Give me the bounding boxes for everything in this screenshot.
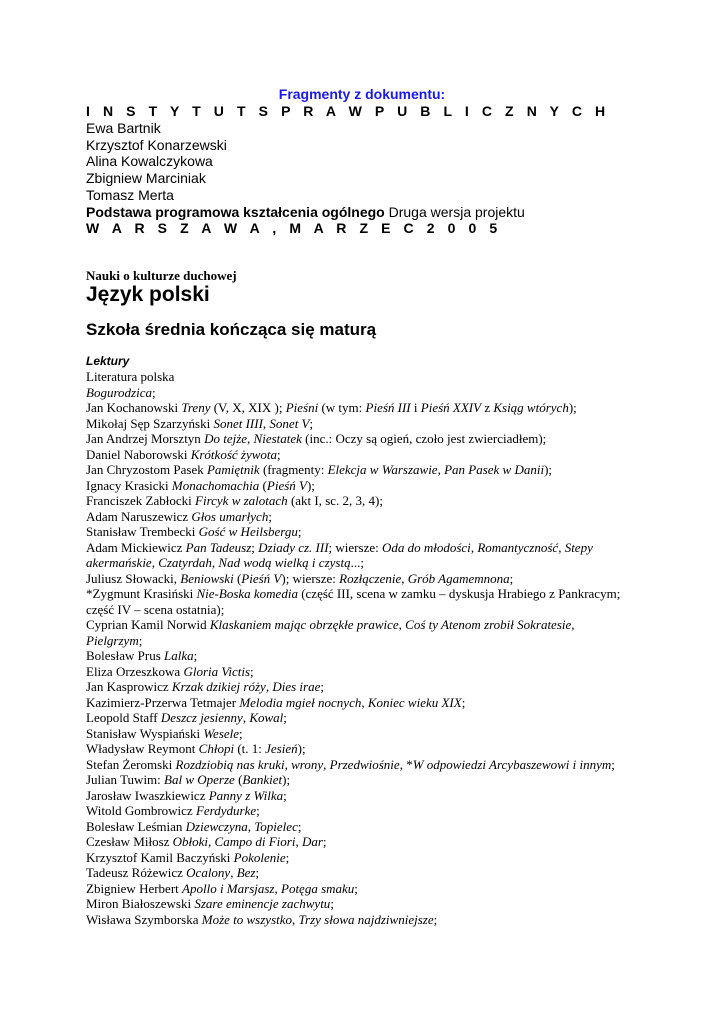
literature-label: Literatura polska	[86, 369, 175, 384]
reading-list-line: *Zygmunt Krasiński Nie-Boska komedia (część III, scena w zamku – dyskusja Hrabiego z Pankracym;	[86, 586, 621, 601]
document-title	[86, 204, 686, 221]
reading-list-line: Juliusz Słowacki, Beniowski (Pieśń V); wiersze: Rozłączenie, Grób Agamemnona;	[86, 570, 514, 586]
reading-list-line: Stefan Żeromski Rozdziobią nas kruki, wrony, Przedwiośnie, *W odpowiedzi Arcybaszewowi i innym;	[86, 756, 615, 772]
reading-list-line: Tadeusz Różewicz Ocalony, Bez;	[86, 865, 260, 880]
subject-title: Język polski	[86, 283, 210, 306]
reading-list-line: Jarosław Iwaszkiewicz Panny z Wilka;	[86, 787, 287, 803]
reading-list-line: Stanisław Wyspiański Wesele;	[86, 725, 243, 741]
document-title-bold: Podstawa programowa kształcenia ogólnego	[86, 204, 385, 220]
reading-list-line: Miron Białoszewski Szare eminencje zachwytu;	[86, 896, 334, 911]
reading-list-line: Jan Chryzostom Pasek Pamiętnik (fragmenty: Elekcja w Warszawie, Pan Pasek w Danii);	[86, 462, 553, 477]
reading-list-lines	[86, 385, 646, 928]
reading-list-line: Jan Kochanowski Treny (V, X, XIX ); Pieśni (w tym: Pieśń III i Pieśń XXIV z Ksiąg wtórych);	[86, 400, 577, 415]
reading-list-line: Bolesław Leśmian Dziewczyna, Topielec;	[86, 818, 302, 834]
reading-list-line: Czesław Miłosz Obłoki, Campo di Fiori, Dar;	[86, 834, 327, 849]
fragment-title: Fragmenty z dokumentu:	[278, 86, 446, 102]
subject-area: Nauki o kulturze duchowej	[86, 268, 237, 283]
author-name: Ewa Bartnik	[86, 120, 161, 136]
reading-list-line: Zbigniew Herbert Apollo i Marsjasz, Potęga smaku;	[86, 880, 358, 896]
reading-list-line: Witold Gombrowicz Ferdydurke;	[86, 803, 260, 818]
reading-list-line: część IV – scena ostatnia);	[86, 601, 225, 617]
reading-list-line: Bogurodzica;	[86, 384, 156, 400]
reading-list-line: Bolesław Prus Lalka;	[86, 648, 198, 663]
reading-list-line: Jan Kasprowicz Krzak dzikiej róży, Dies irae;	[86, 679, 324, 694]
reading-list-line: akermańskie, Czatyrdah, Nad wodą wielką i czystą...;	[86, 555, 364, 570]
reading-list-line: Krzysztof Kamil Baczyński Pokolenie;	[86, 849, 290, 865]
reading-list	[86, 369, 646, 927]
reading-list-line: Adam Mickiewicz Pan Tadeusz; Dziady cz. III; wiersze: Oda do młodości, Romantyczność, Stepy	[86, 539, 593, 555]
reading-list-line: Leopold Staff Deszcz jesienny, Kowal;	[86, 710, 287, 725]
author-name: Alina Kowalczykowa	[86, 153, 213, 169]
author-name: Krzysztof Konarzewski	[86, 137, 227, 153]
lektury-label: Lektury	[86, 354, 130, 368]
reading-list-line: Adam Naruszewicz Głos umarłych;	[86, 508, 272, 524]
reading-list-line: Cyprian Kamil Norwid Klaskaniem mając obrzękłe prawice, Coś ty Atenom zrobił Sokratesie,	[86, 617, 575, 632]
reading-list-line: Ignacy Krasicki Monachomachia (Pieśń V);	[86, 477, 315, 493]
reading-list-line: Wisława Szymborska Może to wszystko, Trzy słowa najdziwniejsze;	[86, 911, 438, 927]
reading-list-line: Daniel Naborowski Krótkość żywota;	[86, 446, 281, 462]
reading-list-line: Mikołaj Sęp Szarzyński Sonet IIII, Sonet V;	[86, 415, 314, 431]
reading-list-line: Pielgrzym;	[86, 632, 143, 648]
document-title-rest: Druga wersja projektu	[384, 204, 525, 220]
reading-list-line: Julian Tuwim: Bal w Operze (Bankiet);	[86, 772, 291, 787]
reading-list-line: Władysław Reymont Chłopi (t. 1: Jesień);	[86, 741, 306, 756]
reading-list-line: Franciszek Zabłocki Fircyk w zalotach (akt I, sc. 2, 3, 4);	[86, 493, 383, 508]
author-name: Tomasz Merta	[86, 187, 174, 203]
place-date: W A R S Z A W A , M A R Z E C 2 0 0 5	[86, 220, 502, 236]
reading-list-line: Stanisław Trembecki Gość w Heilsbergu;	[86, 524, 302, 539]
reading-list-line: Kazimierz-Przerwa Tetmajer Melodia mgieł nocnych, Koniec wieku XIX;	[86, 694, 466, 710]
school-level-heading: Szkoła średnia kończąca się maturą	[86, 320, 377, 339]
reading-list-line: Eliza Orzeszkowa Gloria Victis;	[86, 663, 254, 679]
reading-list-line: Jan Andrzej Morsztyn Do tejże, Niestatek (inc.: Oczy są ogień, czoło jest zwierciadłem);	[86, 431, 547, 446]
author-name: Zbigniew Marciniak	[86, 170, 206, 186]
institute-name: I N S T Y T U T S P R A W P U B L I C Z N Y C H	[86, 103, 610, 119]
